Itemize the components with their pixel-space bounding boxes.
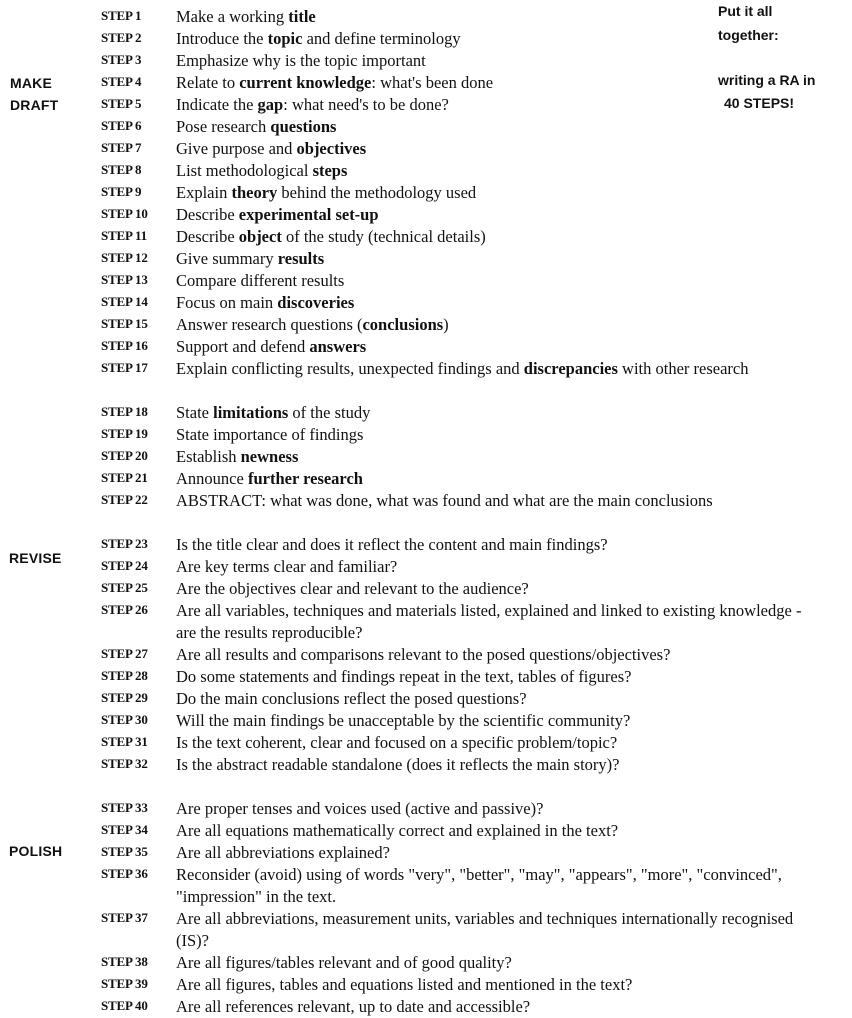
step-text-segment: Will the main findings be unacceptable by the scientific community?	[176, 711, 631, 730]
step-text-segment: Focus on main	[176, 293, 278, 312]
step-text	[176, 908, 816, 952]
step-text	[176, 578, 816, 600]
step-text-bold: discoveries	[277, 293, 355, 312]
step-text-segment: Describe	[176, 205, 239, 224]
step-text	[176, 710, 816, 732]
step-text-bold: answers	[309, 337, 367, 356]
step-label: STEP 12	[101, 250, 148, 265]
step-text	[176, 446, 816, 468]
step-text-segment: Are all variables, techniques and materials listed, explained and linked to existing knowledge - are the results reproducible?	[176, 601, 802, 642]
step-text	[176, 6, 816, 28]
step-text-bold: conclusions	[362, 315, 444, 334]
step-text	[176, 94, 816, 116]
step-label: STEP 9	[101, 184, 142, 199]
step-text	[176, 336, 816, 358]
step-text-segment: with other research	[617, 359, 749, 378]
step-label: STEP 24	[101, 558, 148, 573]
step-text-segment: Is the abstract readable standalone (does it reflects the main story)?	[176, 755, 620, 774]
step-label: STEP 25	[101, 580, 148, 595]
step-text-segment: of the study	[288, 403, 371, 422]
step-text	[176, 666, 816, 688]
step-text	[176, 28, 816, 50]
step-text	[176, 138, 816, 160]
step-label: STEP 19	[101, 426, 148, 441]
step-text-segment: Do the main conclusions reflect the posed questions?	[176, 689, 527, 708]
step-text-segment: Give summary	[176, 249, 278, 268]
step-text-segment: Answer research questions (	[176, 315, 363, 334]
step-label: STEP 1	[101, 8, 142, 23]
step-text	[176, 424, 816, 446]
step-label: STEP 3	[101, 52, 142, 67]
step-text-segment: Are all results and comparisons relevant to the posed questions/objectives?	[176, 645, 671, 664]
step-text-segment: State importance of findings	[176, 425, 364, 444]
step-text-segment: of the study (technical details)	[281, 227, 486, 246]
step-text	[176, 952, 816, 974]
step-text	[176, 160, 816, 182]
step-text	[176, 864, 816, 908]
step-text-bold: theory	[231, 183, 278, 202]
section-label-make: MAKE	[10, 75, 53, 91]
header-note-line2: together:	[718, 27, 779, 43]
step-text-segment: Do some statements and findings repeat in the text, tables of figures?	[176, 667, 632, 686]
step-text	[176, 358, 816, 380]
header-note-line1: Put it all	[718, 3, 773, 19]
step-text-bold: topic	[267, 29, 303, 48]
step-text	[176, 182, 816, 204]
step-text	[176, 534, 816, 556]
step-label: STEP 38	[101, 954, 148, 969]
step-text-segment: Are all abbreviations, measurement units, variables and techniques internationally recognised (IS)?	[176, 909, 794, 950]
step-text	[176, 996, 816, 1018]
step-text-segment: Explain	[176, 183, 232, 202]
step-text	[176, 974, 816, 996]
step-text-bold: objectives	[296, 139, 367, 158]
step-label: STEP 18	[101, 404, 148, 419]
step-text	[176, 820, 816, 842]
step-text	[176, 556, 816, 578]
step-label: STEP 8	[101, 162, 142, 177]
step-text-segment: Are all abbreviations explained?	[176, 843, 390, 862]
step-text	[176, 116, 816, 138]
step-label: STEP 30	[101, 712, 148, 727]
step-text	[176, 402, 816, 424]
step-text-segment: and define terminology	[302, 29, 461, 48]
step-text-bold: current knowledge	[239, 73, 372, 92]
step-text-bold: object	[238, 227, 282, 246]
step-label: STEP 5	[101, 96, 142, 111]
step-text	[176, 798, 816, 820]
step-text-bold: questions	[270, 117, 337, 136]
step-text-bold: steps	[312, 161, 348, 180]
step-text-segment: Relate to	[176, 73, 240, 92]
step-text	[176, 226, 816, 248]
step-text-segment: : what's been done	[371, 73, 494, 92]
step-text-segment: Explain conflicting results, unexpected findings and	[176, 359, 524, 378]
step-label: STEP 37	[101, 910, 148, 925]
step-label: STEP 34	[101, 822, 148, 837]
section-label-polish: POLISH	[9, 843, 63, 859]
header-note-line4: 40 STEPS!	[724, 95, 795, 111]
step-text-segment: Are all references relevant, up to date and accessible?	[176, 997, 531, 1016]
step-text-segment: List methodological	[176, 161, 313, 180]
step-label: STEP 11	[101, 228, 147, 243]
step-text-bold: limitations	[213, 403, 289, 422]
step-text-bold: experimental set-up	[238, 205, 379, 224]
step-label: STEP 22	[101, 492, 148, 507]
step-text	[176, 644, 816, 666]
step-label: STEP 29	[101, 690, 148, 705]
step-label: STEP 35	[101, 844, 148, 859]
step-text-segment: Make a working	[176, 7, 289, 26]
step-label: STEP 6	[101, 118, 142, 133]
section-label-revise: REVISE	[9, 550, 62, 566]
step-label: STEP 17	[101, 360, 148, 375]
step-label: STEP 40	[101, 998, 148, 1013]
step-label: STEP 4	[101, 74, 142, 89]
step-label: STEP 39	[101, 976, 148, 991]
step-label: STEP 13	[101, 272, 148, 287]
step-text	[176, 270, 816, 292]
step-text-segment: ABSTRACT: what was done, what was found and what are the main conclusions	[176, 491, 713, 510]
header-note-line3: writing a RA in	[718, 72, 816, 88]
step-text-bold: newness	[240, 447, 299, 466]
step-text-segment: Indicate the	[176, 95, 258, 114]
step-text-segment: : what need's to be done?	[283, 95, 449, 114]
step-text-segment: Support and defend	[176, 337, 310, 356]
step-text-bold: gap	[257, 95, 284, 114]
step-text-segment: Are all figures/tables relevant and of good quality?	[176, 953, 512, 972]
step-text-segment: Are the objectives clear and relevant to the audience?	[176, 579, 529, 598]
step-text-segment: Give purpose and	[176, 139, 297, 158]
step-text-bold: discrepancies	[523, 359, 618, 378]
step-text-segment: Reconsider (avoid) using of words "very", "better", "may", "appears", "more", "convinced", "impression" in the text.	[176, 865, 782, 906]
step-text-segment: Emphasize why is the topic important	[176, 51, 426, 70]
step-text-segment: )	[443, 315, 449, 334]
section-label-make-draft	[10, 72, 58, 116]
step-text	[176, 688, 816, 710]
step-text	[176, 248, 816, 270]
step-text-segment: Are proper tenses and voices used (active and passive)?	[176, 799, 544, 818]
step-label: STEP 33	[101, 800, 148, 815]
step-label: STEP 23	[101, 536, 148, 551]
step-label: STEP 21	[101, 470, 148, 485]
step-label: STEP 20	[101, 448, 148, 463]
step-text	[176, 490, 816, 512]
step-text	[176, 468, 816, 490]
step-label: STEP 28	[101, 668, 148, 683]
step-text-segment: Introduce the	[176, 29, 268, 48]
step-label: STEP 14	[101, 294, 148, 309]
step-text	[176, 754, 816, 776]
section-label-draft: DRAFT	[10, 97, 59, 113]
step-label: STEP 7	[101, 140, 142, 155]
step-text-segment: Are all equations mathematically correct and explained in the text?	[176, 821, 619, 840]
step-label: STEP 31	[101, 734, 148, 749]
step-label: STEP 15	[101, 316, 148, 331]
step-label: STEP 27	[101, 646, 148, 661]
step-text-segment: Is the title clear and does it reflect the content and main findings?	[176, 535, 608, 554]
step-text-segment: Establish	[176, 447, 241, 466]
step-text-segment: Describe	[176, 227, 239, 246]
step-text	[176, 72, 816, 94]
step-text-segment: Pose research	[176, 117, 271, 136]
step-label: STEP 16	[101, 338, 148, 353]
step-text	[176, 842, 816, 864]
step-text	[176, 292, 816, 314]
step-text-segment: Compare different results	[176, 271, 345, 290]
step-text	[176, 50, 816, 72]
step-text-segment: Is the text coherent, clear and focused on a specific problem/topic?	[176, 733, 618, 752]
step-text-segment: behind the methodology used	[277, 183, 477, 202]
step-label: STEP 10	[101, 206, 148, 221]
step-text-bold: title	[288, 7, 316, 26]
step-text	[176, 204, 816, 226]
step-label: STEP 32	[101, 756, 148, 771]
step-text	[176, 314, 816, 336]
step-text-segment: Announce	[176, 469, 248, 488]
step-text	[176, 600, 816, 644]
step-text-bold: further research	[247, 469, 363, 488]
step-text-bold: results	[277, 249, 325, 268]
step-text-segment: Are key terms clear and familiar?	[176, 557, 398, 576]
step-label: STEP 36	[101, 866, 148, 881]
step-label: STEP 26	[101, 602, 148, 617]
step-label: STEP 2	[101, 30, 142, 45]
step-text-segment: Are all figures, tables and equations listed and mentioned in the text?	[176, 975, 633, 994]
step-text	[176, 732, 816, 754]
step-text-segment: State	[176, 403, 214, 422]
